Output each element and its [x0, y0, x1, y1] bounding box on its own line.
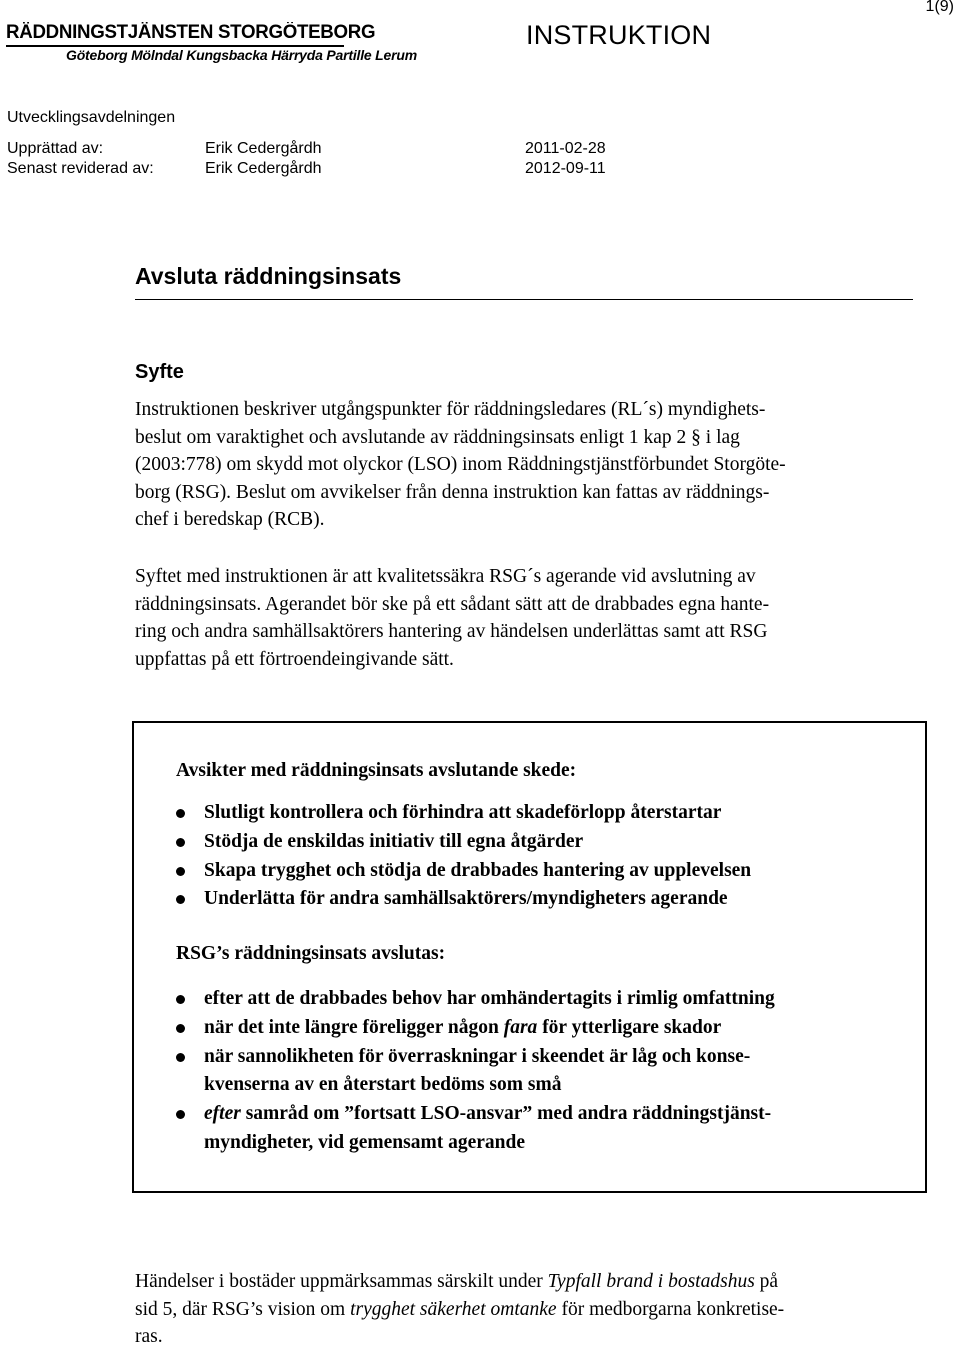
footer-paragraph [135, 1268, 935, 1351]
text-line: Syftet med instruktionen är att kvalitetssäkra RSG´s agerande vid avslutning av [135, 566, 756, 587]
bullet-icon [176, 809, 185, 818]
text-line: Händelser i bostäder uppmärksammas särskilt under Typfall brand i bostadshus på [135, 1271, 779, 1292]
purpose-paragraph-1 [135, 396, 925, 534]
revised-by: Erik Cedergårdh [205, 160, 322, 177]
aims-list [176, 799, 916, 914]
text-line: ring och andra samhällsaktörers hantering av händelsen underlättas samt att RSG [135, 621, 768, 642]
text-line: (2003:778) om skydd mot olyckor (LSO) inom Räddningstjänstförbundet Storgöte- [135, 454, 786, 475]
end-conditions-list [176, 985, 916, 1158]
aims-heading: Avsikter med räddningsinsats avslutande skede: [176, 760, 577, 781]
bullet-icon [176, 995, 185, 1004]
revised-date: 2012-09-11 [525, 160, 606, 177]
created-label: Upprättad av: [7, 140, 104, 157]
list-item: Stödja de enskildas initiativ till egna åtgärder [176, 828, 916, 857]
title-divider [135, 299, 913, 300]
text-line: beslut om varaktighet och avslutande av räddningsinsats enligt 1 kap 2 § i lag [135, 426, 740, 448]
list-item: efter samråd om ”fortsatt LSO-ansvar” med andra räddningstjänst- myndigheter, vid gemensamt agerande [176, 1100, 916, 1158]
bullet-icon [176, 1024, 185, 1033]
text-line: sid 5, där RSG’s vision om trygghet säkerhet omtanke för medborgarna konkretise- [135, 1298, 785, 1320]
list-item: Underlätta för andra samhällsaktörers/myndigheters agerande [176, 885, 916, 914]
created-by: Erik Cedergårdh [205, 140, 322, 157]
text-line: räddningsinsats. Agerandet bör ske på ett sådant sätt att de drabbades egna hante- [135, 593, 770, 615]
bullet-icon [176, 867, 185, 876]
text-line: ras. [135, 1326, 163, 1347]
document-type: INSTRUKTION [526, 20, 712, 50]
list-item: när det inte längre föreligger någon fara för ytterligare skador [176, 1014, 916, 1043]
bullet-icon [176, 895, 185, 904]
page-title: Avsluta räddningsinsats [135, 263, 402, 289]
org-name: RÄDDNINGSTJÄNSTEN STORGÖTEBORG [6, 22, 376, 43]
purpose-paragraph-2 [135, 563, 925, 673]
bullet-icon [176, 1053, 185, 1062]
text-line: chef i beredskap (RCB). [135, 509, 325, 530]
bullet-icon [176, 838, 185, 847]
end-conditions-heading: RSG’s räddningsinsats avslutas: [176, 943, 446, 964]
list-item: Slutligt kontrollera och förhindra att skadeförlopp återstartar [176, 799, 916, 828]
created-date: 2011-02-28 [525, 140, 606, 157]
department: Utvecklingsavdelningen [7, 109, 176, 126]
list-item: Skapa trygghet och stödja de drabbades hantering av upplevelsen [176, 857, 916, 886]
text-line: Instruktionen beskriver utgångspunkter för räddningsledares (RL´s) myndighets- [135, 399, 766, 420]
list-item: efter att de drabbades behov har omhändertagits i rimlig omfattning [176, 985, 916, 1014]
text-line: uppfattas på ett förtroendeingivande sätt. [135, 648, 454, 670]
bullet-icon [176, 1110, 185, 1119]
text-line: borg (RSG). Beslut om avvikelser från denna instruktion kan fattas av räddnings- [135, 481, 770, 503]
list-item: när sannolikheten för överraskningar i skeendet är låg och konse- kvenserna av en återstart bedöms som små [176, 1043, 916, 1101]
section-heading-purpose: Syfte [135, 361, 184, 383]
page-number: 1(9) [925, 0, 954, 15]
revised-label: Senast reviderad av: [7, 160, 154, 177]
member-municipalities: Göteborg Mölndal Kungsbacka Härryda Partille Lerum [66, 47, 417, 63]
